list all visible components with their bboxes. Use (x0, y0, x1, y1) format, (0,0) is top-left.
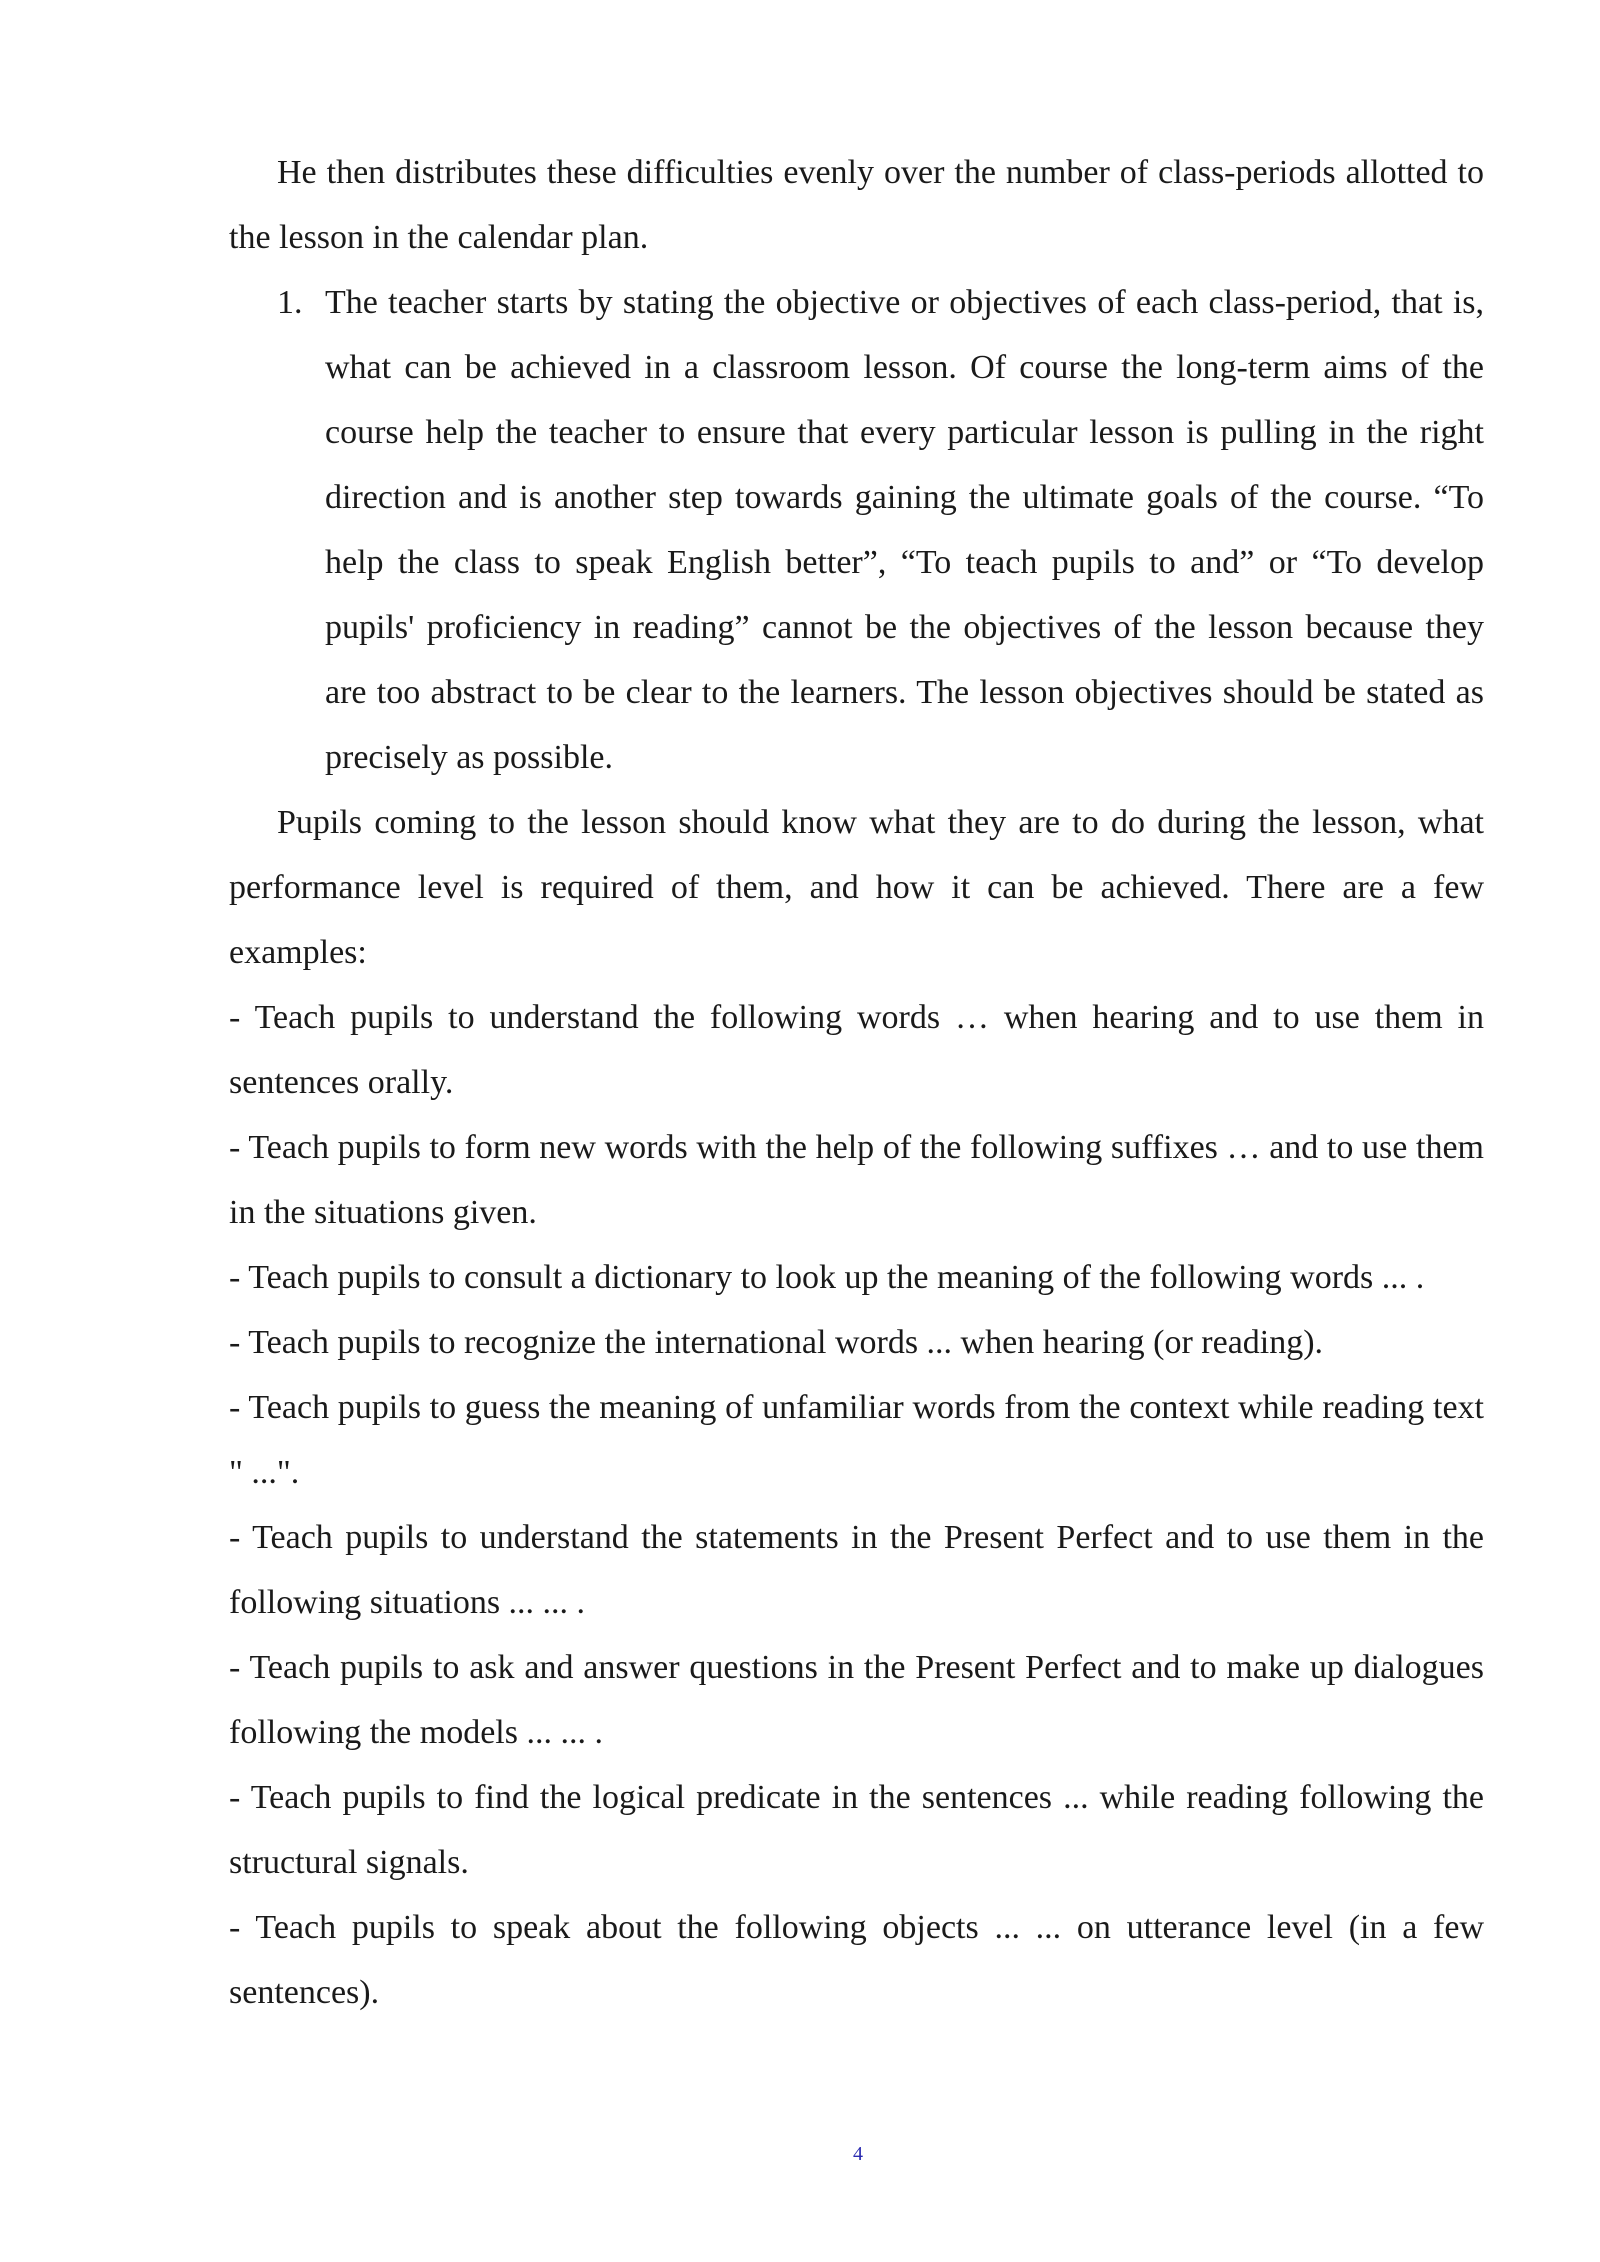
page-number: 4 (853, 2143, 863, 2165)
numbered-list-item-1 (229, 270, 1484, 790)
example-item: - Teach pupils to consult a dictionary to look up the meaning of the following words ... . (229, 1259, 1425, 1296)
example-item: - Teach pupils to speak about the following objects ... ... on utterance level (in a few sentences). (229, 1909, 1484, 2011)
example-item: - Teach pupils to understand the statements in the Present Perfect and to use them in the following situations ... ... . (229, 1519, 1484, 1621)
examples-intro-paragraph: Pupils coming to the lesson should know what they are to do during the lesson, what performance level is required of them, and how it can be achieved. There are a few examples: (229, 804, 1484, 971)
example-item: - Teach pupils to ask and answer questions in the Present Perfect and to make up dialogues following the models ... ... . (229, 1649, 1484, 1751)
example-item: - Teach pupils to understand the following words … when hearing and to use them in sentences orally. (229, 999, 1484, 1101)
list-number: 1. (277, 284, 303, 321)
intro-paragraph: He then distributes these difficulties evenly over the number of class-periods allotted to the lesson in the calendar plan. (229, 154, 1484, 256)
page-body (229, 140, 1484, 2025)
example-item: - Teach pupils to recognize the international words ... when hearing (or reading). (229, 1324, 1324, 1361)
list-item-text: The teacher starts by stating the objective or objectives of each class-period, that is, what can be achieved in a classroom lesson. Of course the long-term aims of the course help the teacher to ensure that every particular lesson is pulling in the right direction and is another step towards gaining the ultimate goals of the course. “To help the class to speak English better”, “To teach pupils to and” or “To develop pupils' proficiency in reading” cannot be the objectives of the lesson because they are too abstract to be clear to the learners. The lesson objectives should be stated as precisely as possible. (325, 284, 1484, 776)
example-item: - Teach pupils to find the logical predicate in the sentences ... while reading following the structural signals. (229, 1779, 1484, 1881)
example-item: - Teach pupils to form new words with the help of the following suffixes … and to use them in the situations given. (229, 1129, 1484, 1231)
example-item: - Teach pupils to guess the meaning of unfamiliar words from the context while reading text " ...". (229, 1389, 1484, 1491)
